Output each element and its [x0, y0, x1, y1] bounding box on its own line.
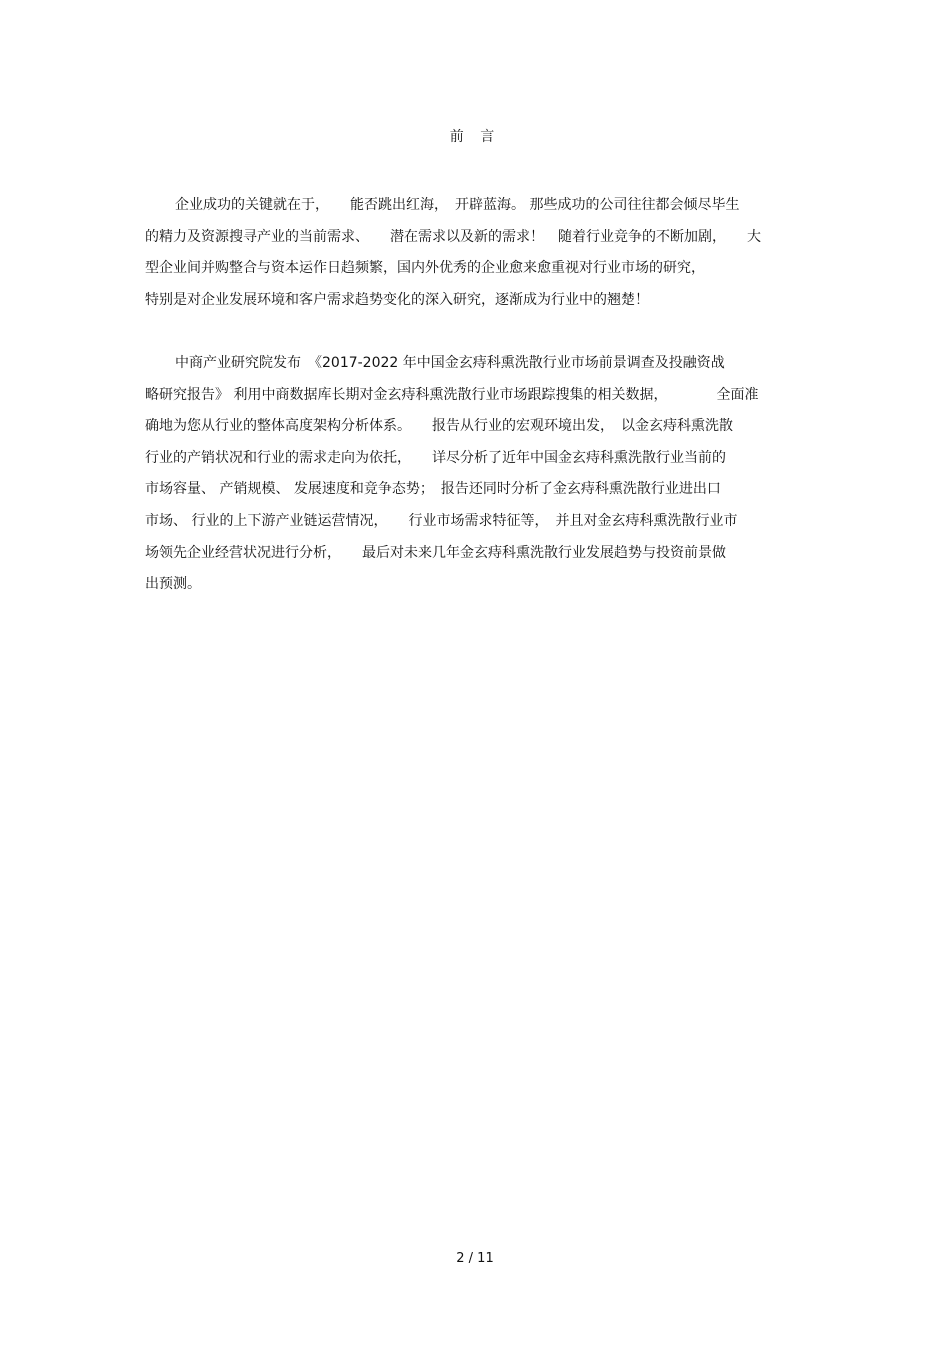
- paragraph-line: 行业的产销状况和行业的需求走向为依托， 详尽分析了近年中国金玄痔科熏洗散行业当前的: [145, 449, 726, 466]
- paragraph-line: 企业成功的关键就在于， 能否跳出红海， 开辟蓝海。 那些成功的公司往往都会倾尽毕生: [175, 197, 740, 213]
- paragraph-report-description: [145, 348, 815, 601]
- page-title: 前 言: [449, 129, 501, 145]
- paragraph-line: 特别是对企业发展环境和客户需求趋势变化的深入研究，逐渐成为行业中的翘楚！: [145, 291, 649, 308]
- paragraph-intro: [145, 190, 815, 316]
- paragraph-line: 场领先企业经营状况进行分析， 最后对未来几年金玄痔科熏洗散行业发展趋势与投资前景做: [145, 544, 726, 561]
- paragraph-line: 中商产业研究院发布 《2017-2022 年中国金玄痔科熏洗散行业市场前景调查及投融资战: [175, 355, 725, 371]
- paragraph-line: 确地为您从行业的整体高度架构分析体系。 报告从行业的宏观环境出发， 以金玄痔科熏洗散: [145, 418, 733, 435]
- paragraph-line: 的精力及资源搜寻产业的当前需求、 潜在需求以及新的需求！ 随着行业竞争的不断加剧， 大: [145, 228, 761, 245]
- paragraph-line: 市场、 行业的上下游产业链运营情况， 行业市场需求特征等， 并且对金玄痔科熏洗散行业市: [145, 512, 738, 529]
- paragraph-line: 略研究报告》 利用中商数据库长期对金玄痔科熏洗散行业市场跟踪搜集的相关数据， 全面准: [145, 386, 759, 403]
- paragraph-line: 型企业间并购整合与资本运作日趋频繁，国内外优秀的企业愈来愈重视对行业市场的研究，: [145, 260, 705, 277]
- page-number: 2 / 11: [456, 1251, 494, 1266]
- paragraph-line: 出预测。: [145, 576, 201, 593]
- paragraph-line: 市场容量、 产销规模、 发展速度和竞争态势； 报告还同时分析了金玄痔科熏洗散行业进出口: [145, 481, 721, 498]
